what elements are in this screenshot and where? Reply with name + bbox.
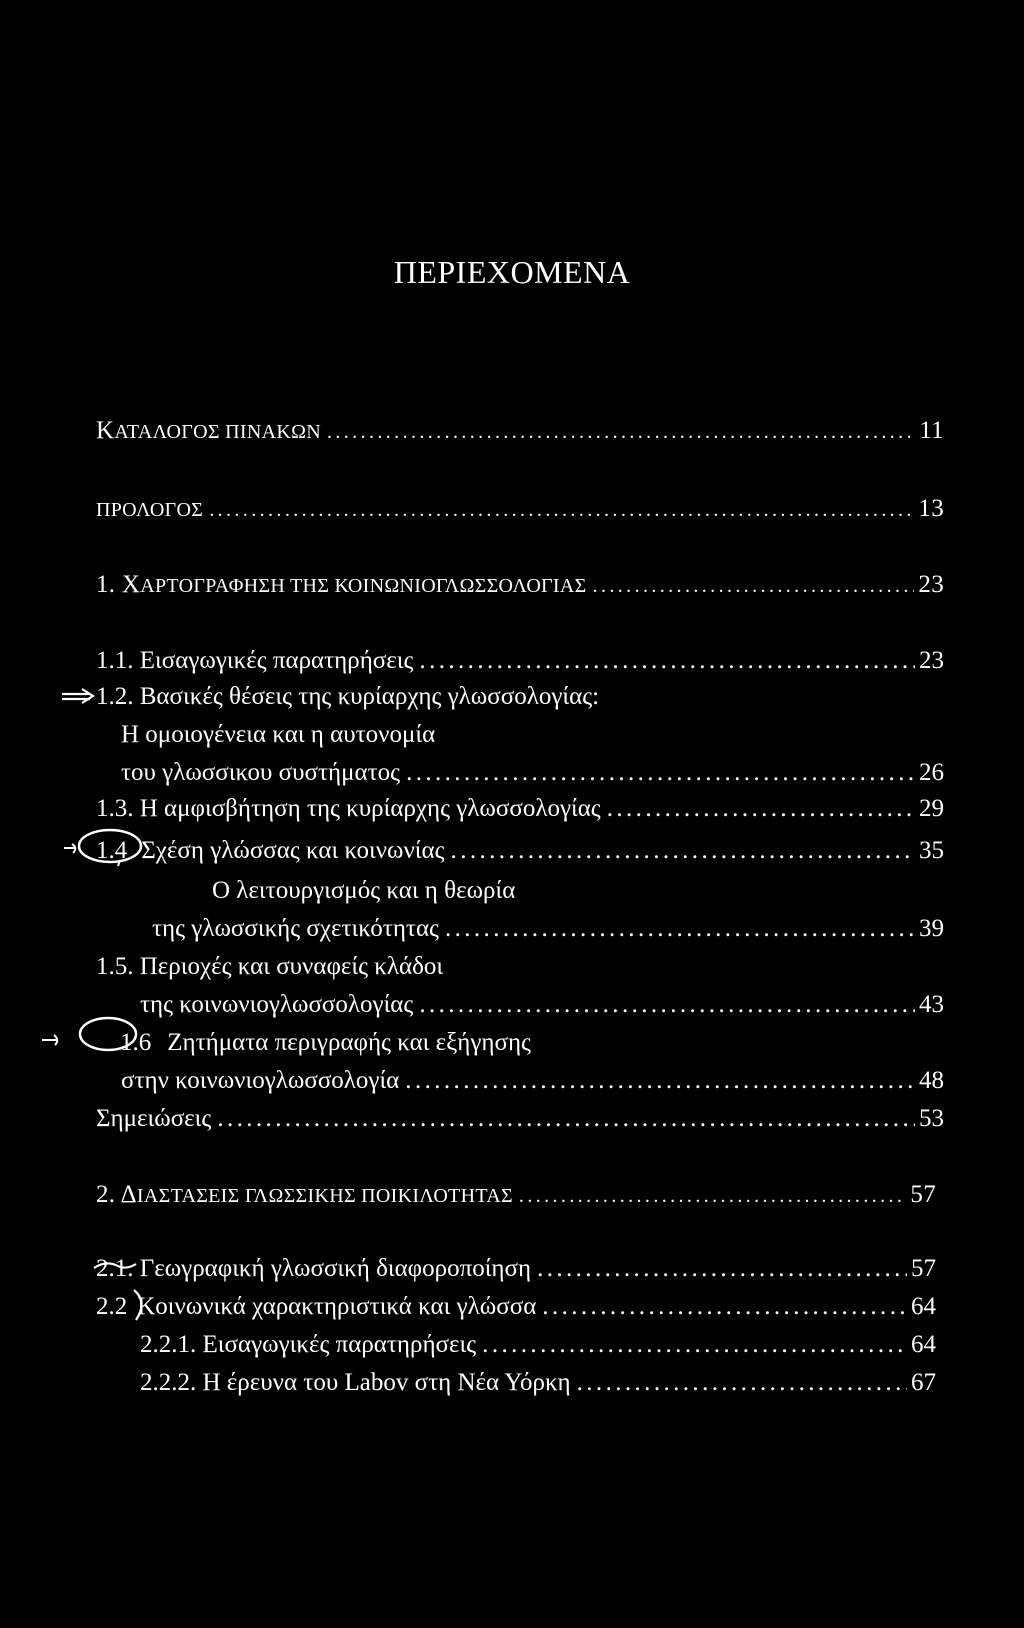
toc-page-number: 43 [919,991,944,1018]
toc-entry-1-4[interactable] [96,834,944,868]
leader-dots [482,1328,907,1362]
toc-entry-1-2-line2: Η ομοιογένεια και η αυτονομία [121,721,436,748]
page-title: ΠΕΡΙΕΧΟΜΕΝΑ [393,254,631,290]
leader-dots [519,1179,906,1213]
toc-page-number: 67 [911,1369,936,1396]
toc-label: ΑΡΤΟΓΡΑΦΗΣΗ ΤΗΣ ΚΟΙΝΩΝΙΟΓΛΩΣΣΟΛΟΓΙΑΣ [140,575,587,597]
toc-page-number: 26 [919,759,944,786]
toc-entry-1-3[interactable] [96,792,944,826]
toc-label: Κοινωνικά χαρακτηριστικά και γλώσσα [137,1293,537,1320]
toc-page-number: 35 [919,837,944,864]
toc-entry-chapter-2[interactable] [96,1178,936,1212]
toc-label: του γλωσσικου συστήματος [121,759,401,786]
toc-label: Σχέση γλώσσας και κοινωνίας [141,837,445,864]
toc-page-number: 29 [919,795,944,822]
toc-label: 1.1. Εισαγωγικές παρατηρήσεις [96,647,414,674]
toc-label: 2.2.2. Η έρευνα του Labov στη Νέα Υόρκη [140,1369,571,1396]
toc-page-number: 23 [918,571,944,598]
toc-chapter-number: 1. [96,571,122,598]
toc-entry-1-1[interactable] [96,644,944,678]
leader-dots [445,912,915,946]
toc-label: της γλωσσικής σχετικότητας [152,915,439,942]
leader-dots [593,569,915,603]
toc-label: στην κοινωνιογλωσσολογία [121,1067,400,1094]
toc-entry-notes[interactable] [96,1102,944,1136]
toc-entry-chapter-1[interactable] [96,568,944,602]
leader-dots [537,1252,907,1286]
toc-section-number: 2.2 [96,1293,128,1320]
toc-entry-2-2-2[interactable] [140,1366,936,1400]
toc-page-number: 57 [910,1181,936,1208]
toc-entry-list-of-tables[interactable] [96,414,944,448]
leader-dots [577,1366,907,1400]
toc-entry-2-2[interactable] [96,1290,936,1324]
leader-dots [217,1102,915,1136]
leader-dots [327,415,915,449]
toc-label: 1.3. Η αμφισβήτηση της κυρίαρχης γλωσσολογίας [96,795,601,822]
toc-entry-1-4-subline: Ο λειτουργισμός και η θεωρία [212,877,516,904]
toc-label: Σημειώσεις [96,1105,212,1132]
toc-page-number: 64 [911,1293,936,1320]
toc-page-number: 53 [919,1105,944,1132]
toc-entry-2-2-1[interactable] [140,1328,936,1362]
toc-entry-1-5-line1[interactable]: 1.5. Περιοχές και συναφείς κλάδοι [96,953,444,980]
handwritten-arrow-icon [60,686,96,706]
toc-label: της κοινωνιογλωσσολογίας [140,991,414,1018]
toc-entry-1-5[interactable] [140,988,944,1022]
leader-dots [451,834,915,868]
leader-dots [209,493,914,527]
leader-dots [607,792,915,826]
toc-entry-2-1[interactable] [96,1252,936,1286]
toc-section-number: 1.6 [120,1029,152,1056]
toc-section-number: 1.4 [96,837,128,864]
toc-label-cap: Δ [120,1181,137,1208]
toc-entry-1-6[interactable] [121,1064,944,1098]
toc-entry-1-2-line1[interactable]: 1.2. Βασικές θέσεις της κυρίαρχης γλωσσολογίας: [96,683,600,710]
toc-entry-1-6-line1[interactable] [120,1026,531,1060]
toc-page-number: 39 [919,915,944,942]
toc-label-cap: Χ [121,571,141,598]
toc-label-cap: Κ [96,417,115,444]
toc-page-number: 48 [919,1067,944,1094]
toc-page-number: 64 [911,1331,936,1358]
toc-page-number: 11 [919,417,944,444]
toc-entry-preface[interactable] [96,492,944,526]
toc-page-number: 13 [918,495,944,522]
leader-dots [542,1290,907,1324]
toc-page-number: 23 [919,647,944,674]
toc-label: Ζητήματα περιγραφής και εξήγησης [167,1029,531,1056]
toc-label: ΠΡΟΛΟΓΟΣ [96,499,204,521]
leader-dots [405,1064,915,1098]
toc-entry-1-4-continued[interactable] [152,912,944,946]
toc-label: ΑΤΑΛΟΓΟΣ ΠΙΝΑΚΩΝ [114,421,321,443]
toc-chapter-number: 2. [96,1181,121,1208]
toc-entry-1-2[interactable] [121,756,944,790]
leader-dots [419,644,915,678]
leader-dots [419,988,915,1022]
toc-page-number: 57 [911,1255,936,1282]
leader-dots [406,756,915,790]
toc-label: 2.2.1. Εισαγωγικές παρατηρήσεις [140,1331,477,1358]
toc-label: 2.1. Γεωγραφική γλωσσική διαφοροποίηση [96,1255,532,1282]
toc-label: ΙΑΣΤΑΣΕΙΣ ΓΛΩΣΣΙΚΗΣ ΠΟΙΚΙΛΟΤΗΤΑΣ [136,1185,513,1207]
